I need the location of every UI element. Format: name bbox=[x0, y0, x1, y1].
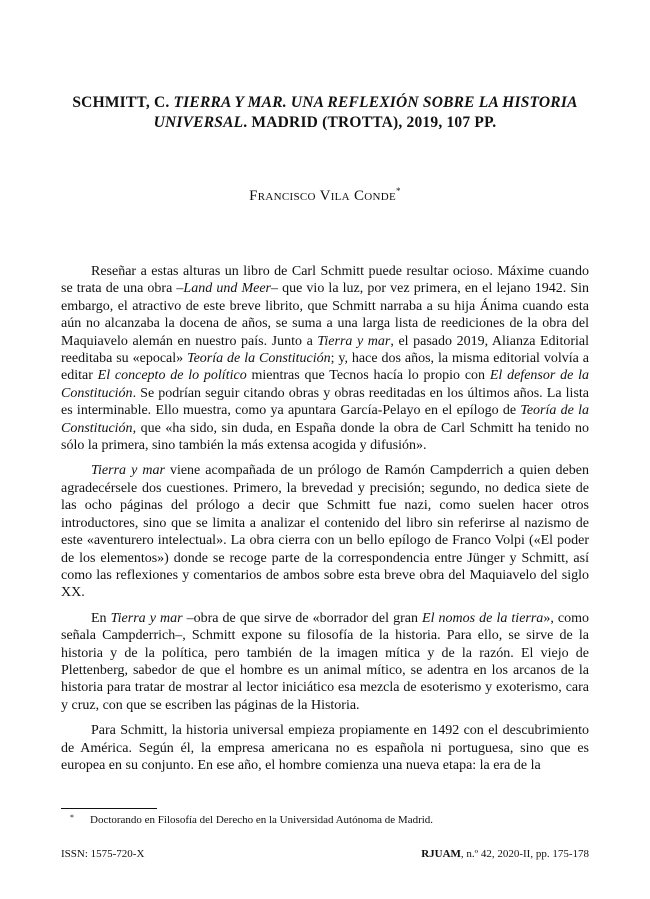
paragraph-2 bbox=[61, 462, 589, 601]
p1-text-5: mientras que Tecnos hacía lo propio con bbox=[246, 368, 490, 384]
p1-italic-3: Teoría de la Constitución bbox=[187, 351, 331, 367]
footer-issue: , n.º 42, 2020-II, pp. 175-178 bbox=[460, 848, 589, 860]
footer-issn: ISSN: 1575-720-X bbox=[61, 848, 145, 860]
p1-italic-6: Teoría de la Constitución bbox=[61, 403, 590, 436]
p3-italic-2: El nomos de la tierra bbox=[422, 610, 544, 626]
footer-journal: RJUAM bbox=[421, 848, 461, 860]
p1-text-4: ; y, hace dos años, la misma editorial volvía a editar bbox=[61, 351, 589, 384]
p1-text-6: . Se podrían seguir citando obras y obras reeditadas en los últimos años. La lista es interminable. Ello muestra, como ya apuntara García-Pelayo en el epílogo de bbox=[61, 385, 589, 419]
p4-text-1: Para Schmitt, la historia universal empieza propiamente en 1492 con el descubrimiento de América. Según él, la empresa americana no es española ni portuguesa, sino que es europea en su conjunto. En ese año, el hombre comienza una nueva etapa: la era de la bbox=[61, 723, 589, 773]
paragraph-1 bbox=[61, 263, 589, 454]
p1-text-1: Reseñar a estas alturas un libro de Carl Schmitt puede resultar ocioso. Máxime cuando se trata de una obra – bbox=[61, 264, 589, 297]
author-name: Francisco Vila Conde bbox=[249, 188, 397, 204]
paragraph-4 bbox=[61, 722, 589, 774]
p3-text-1: En bbox=[91, 610, 111, 626]
article-title bbox=[60, 93, 590, 133]
footnote-divider bbox=[61, 808, 157, 809]
footnote bbox=[70, 813, 590, 826]
p2-italic-1: Tierra y mar bbox=[91, 463, 165, 479]
title-part-1: SCHMITT, C. bbox=[72, 94, 174, 111]
footnote-text: Doctorando en Filosofía del Derecho en la Universidad Autónoma de Madrid. bbox=[90, 814, 434, 826]
p3-text-3: », como señala Campderrich–, Schmitt expone su filosofía de la historia. Para ello, se sirve de la historia y de la política, pero también de la imagen mítica y de la razón. El viejo de Plettenberg, sabedor de que el hombre es un animal mítico, se adentra en los arcanos de la historia para tratar de mostrar al lector iniciático esa mezcla de esoterismo y exoterismo, cara y cruz, con que se escriben las páginas de la Historia. bbox=[61, 610, 589, 713]
paragraph-3 bbox=[61, 610, 589, 714]
title-part-2-italic: TIERRA Y MAR. UNA REFLEXIÓN SOBRE LA HISTORIA UNIVERSAL bbox=[153, 94, 578, 131]
author-line bbox=[60, 186, 590, 205]
author-footnote-mark[interactable]: * bbox=[396, 186, 401, 196]
p3-text-2: –obra de que sirve de «borrador del gran bbox=[182, 610, 423, 626]
article-body bbox=[61, 263, 589, 774]
footer-citation bbox=[421, 848, 589, 860]
p1-italic-4: El concepto de lo político bbox=[97, 368, 247, 384]
p2-text-1: viene acompañada de un prólogo de Ramón Campderrich a quien deben agradecérsele dos cuestiones. Primero, la brevedad y precisión; segundo, no dedica siete de las ocho páginas del prólogo a decir que Schmitt fue nazi, como suelen hacer otros introductores, sino que se limita a analizar el contenido del libro sin referirse al nazismo de este «aventurero intelectual». La obra cierra con un bello epílogo de Franco Volpi («El poder de los elementos») donde se recoge parte de la correspondencia entre Jünger y Schmitt, así como las reflexiones y comentarios de ambos sobre esta breve obra del Maquiavelo del siglo XX. bbox=[61, 463, 589, 601]
p1-italic-2: Tierra y mar bbox=[317, 333, 391, 349]
p1-text-3: , el pasado 2019, Alianza Editorial reeditaba su «epocal» bbox=[61, 333, 589, 367]
p1-italic-5: El defensor de la Constitución bbox=[61, 368, 589, 401]
p1-text-7: , que «ha sido, sin duda, en España donde la obra de Carl Schmitt ha tenido no sólo la primera, sino también la más extensa acogida y difusión». bbox=[61, 420, 589, 454]
footnote-mark: * bbox=[70, 813, 74, 822]
p1-italic-1: Land und Meer bbox=[183, 281, 271, 297]
title-part-3: . MADRID (TROTTA), 2019, 107 PP. bbox=[243, 114, 497, 131]
p1-text-2: – que vio la luz, por vez primera, en el lejano 1942. Sin embargo, el atractivo de este breve librito, que Schmitt narraba a su hija Ánima cuando esta aún no alcanzaba la docena de años, se suma a una larga lista de reediciones de la obra del Maquiavelo alemán en nuestro país. Junto a bbox=[61, 281, 589, 349]
p3-italic-1: Tierra y mar bbox=[110, 610, 183, 626]
